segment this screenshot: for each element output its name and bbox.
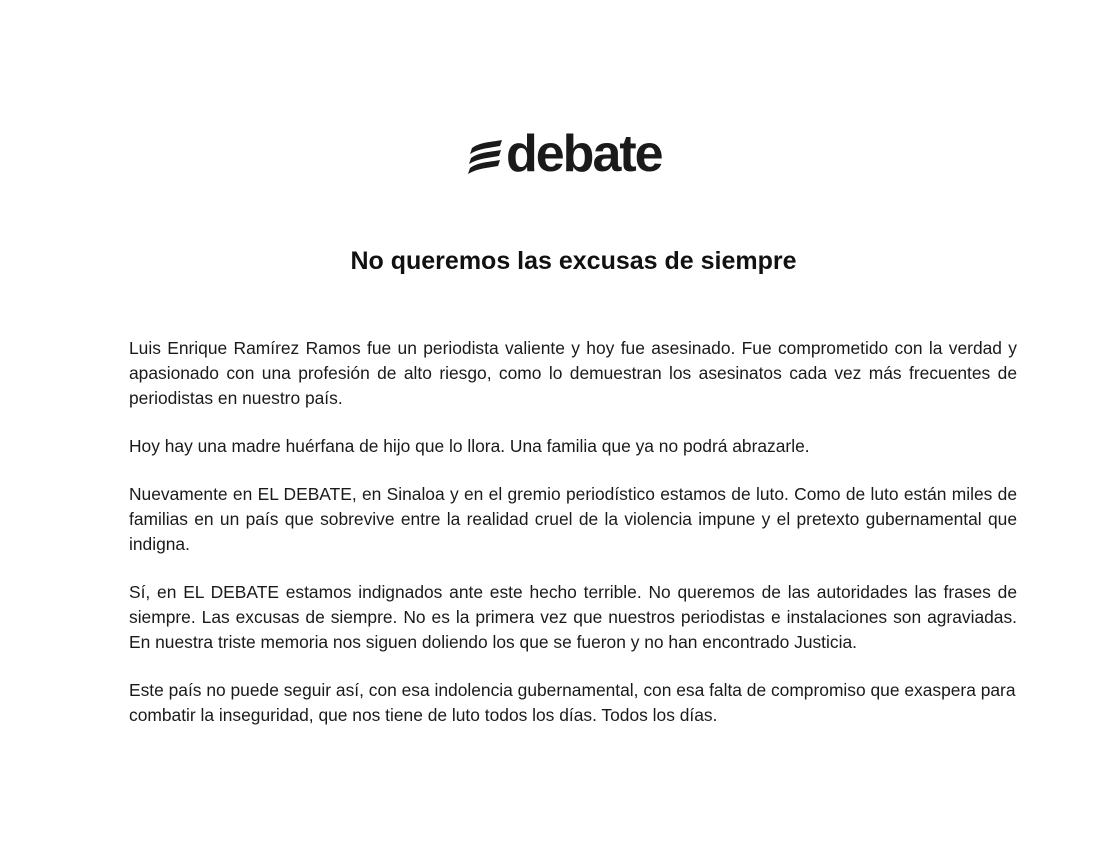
debate-logo <box>466 125 678 186</box>
statement-body <box>129 336 1017 751</box>
stripes-icon <box>466 138 506 178</box>
paragraph-5: Este país no puede seguir así, con esa indolencia gubernamental, con esa falta de compromiso que exaspera para combatir la inseguridad, que nos tiene de luto todos los días. Todos los días. <box>129 680 1016 725</box>
paragraph-1: Luis Enrique Ramírez Ramos fue un periodista valiente y hoy fue asesinado. Fue comprometido con la verdad y apasionado con una profesión de alto riesgo, como lo demuestran los asesinatos cada vez más frecuentes de periodistas en nuestro país. <box>129 338 1017 408</box>
paragraph-4: Sí, en EL DEBATE estamos indignados ante este hecho terrible. No queremos de las autoridades las frases de siempre. Las excusas de siempre. No es la primera vez que nuestros periodistas e instalaciones son agraviadas. En nuestra triste memoria nos siguen doliendo los que se fueron y no han encontrado Justicia. <box>129 582 1017 652</box>
logo-wordmark: debate <box>506 125 662 183</box>
paragraph-3: Nuevamente en EL DEBATE, en Sinaloa y en el gremio periodístico estamos de luto. Como de luto están miles de familias en un país que sobrevive entre la realidad cruel de la violencia impune y el pretexto gubernamental que indigna. <box>129 484 1017 554</box>
paragraph-2: Hoy hay una madre huérfana de hijo que lo llora. Una familia que ya no podrá abrazarle. <box>129 436 810 456</box>
statement-title: No queremos las excusas de siempre <box>350 247 797 275</box>
